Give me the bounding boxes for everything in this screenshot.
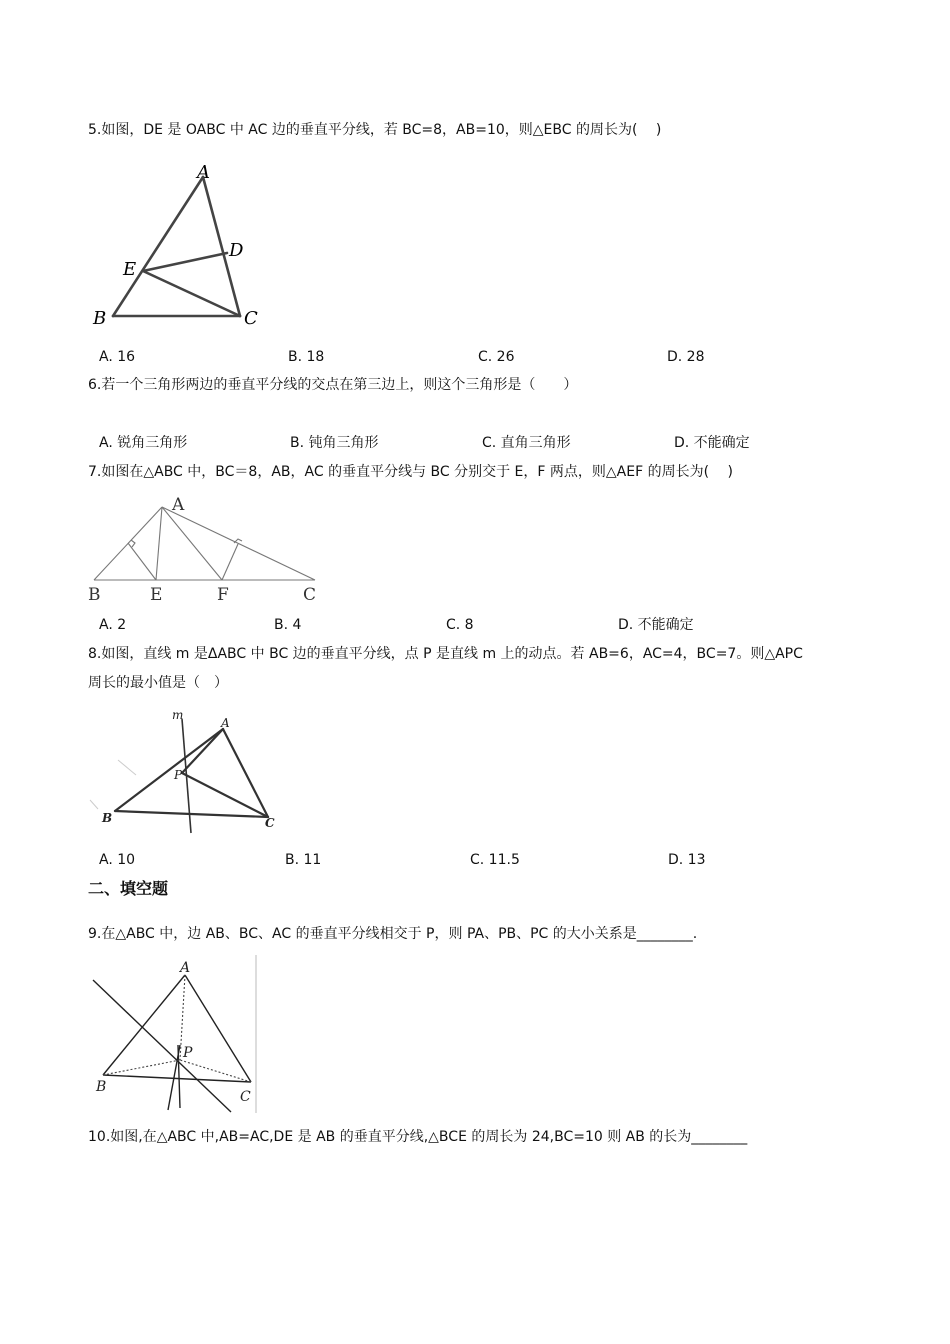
q6-option-d[interactable]: D. 不能确定 [674, 435, 750, 451]
q6-option-c[interactable]: C. 直角三角形 [482, 435, 571, 451]
q5-option-a[interactable]: A. 16 [99, 349, 136, 365]
q7-option-d[interactable]: D. 不能确定 [618, 617, 694, 633]
q8-option-c[interactable]: C. 11.5 [470, 852, 520, 868]
q5-option-b[interactable]: B. 18 [288, 349, 325, 365]
label-C: C [244, 308, 258, 329]
q5-option-d[interactable]: D. 28 [667, 349, 705, 365]
label-C: C [240, 1089, 251, 1105]
q6-option-b[interactable]: B. 钝角三角形 [290, 435, 379, 451]
label-D: D [229, 240, 244, 261]
label-B: B [102, 811, 113, 825]
label-m: m [172, 708, 184, 722]
label-E: E [123, 259, 137, 280]
label-A: A [180, 960, 191, 976]
label-A: A [172, 495, 185, 515]
figure-q8-triangle [90, 705, 290, 840]
label-A: A [221, 716, 230, 730]
question-8-stem-line2: 周长的最小值是（ ） [88, 675, 228, 691]
section-title: 二、填空题 [88, 879, 169, 898]
q5-option-c[interactable]: C. 26 [478, 349, 515, 365]
label-E: E [150, 585, 163, 605]
question-7-stem: 7.如图在△ABC 中，BC＝8，AB，AC 的垂直平分线与 BC 分别交于 E，F 两点，则△AEF 的周长为( ) [88, 464, 733, 480]
question-10-stem: 10.如图,在△ABC 中,AB=AC,DE 是 AB 的垂直平分线,△BCE 的周长为 24,BC=10 则 AB 的长为________ [88, 1129, 748, 1145]
question-8-stem-line1: 8.如图，直线 m 是ΔABC 中 BC 边的垂直平分线，点 P 是直线 m 上的动点。若 AB=6，AC=4，BC=7。则△APC [88, 646, 803, 662]
label-A: A [197, 162, 210, 183]
label-P: P [174, 768, 183, 782]
q7-option-c[interactable]: C. 8 [446, 617, 474, 633]
question-9-stem: 9.在△ABC 中，边 AB、BC、AC 的垂直平分线相交于 P，则 PA、PB、PC 的大小关系是________. [88, 926, 698, 942]
label-B: B [88, 585, 101, 605]
q8-option-b[interactable]: B. 11 [285, 852, 322, 868]
figure-q9-triangle [88, 955, 263, 1115]
question-6-stem: 6.若一个三角形两边的垂直平分线的交点在第三边上，则这个三角形是（ ） [88, 377, 578, 393]
label-F: F [217, 585, 229, 605]
label-B: B [96, 1079, 107, 1095]
label-B: B [93, 308, 107, 329]
label-C: C [265, 816, 275, 830]
figure-q5-triangle [90, 160, 270, 335]
label-P: P [183, 1045, 193, 1061]
q6-option-a[interactable]: A. 锐角三角形 [99, 435, 188, 451]
q8-option-d[interactable]: D. 13 [668, 852, 706, 868]
q7-option-a[interactable]: A. 2 [99, 617, 127, 633]
label-C: C [303, 585, 317, 605]
figure-q7-triangle [88, 492, 328, 607]
q7-option-b[interactable]: B. 4 [274, 617, 302, 633]
q8-option-a[interactable]: A. 10 [99, 852, 136, 868]
question-5-stem: 5.如图，DE 是 OABC 中 AC 边的垂直平分线，若 BC=8，AB=10，则△EBC 的周长为( ) [88, 122, 662, 138]
